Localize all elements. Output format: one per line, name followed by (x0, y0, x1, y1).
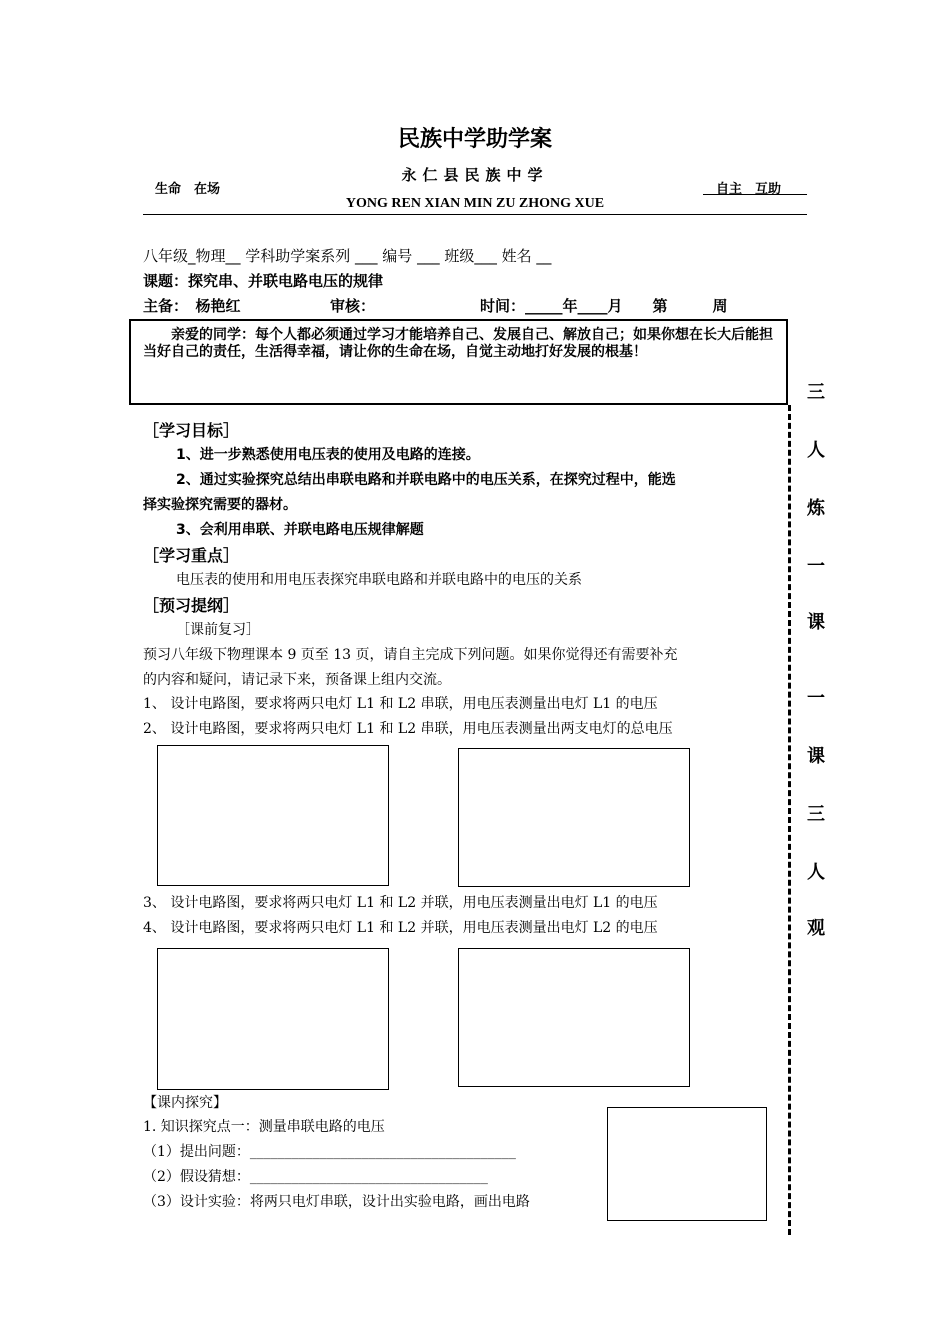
question-3: 3、 设计电路图，要求将两只电灯 L1 和 L2 并联，用电压表测量出电灯 L1 的电压 (143, 895, 658, 911)
side-char-10: 观 (807, 918, 825, 939)
drawing-box-4[interactable] (458, 948, 690, 1087)
question-4: 4、 设计电路图，要求将两只电灯 L1 和 L2 并联，用电压表测量出电灯 L2 的电压 (143, 920, 658, 936)
prepared-by: 主备： 杨艳红 (143, 297, 241, 315)
inclass-step-3: （3）设计实验：将两只电灯串联，设计出实验电路，画出电路 (143, 1194, 530, 1210)
side-dashed-divider (788, 405, 791, 1235)
intro-message: 亲爱的同学：每个人都必须通过学习才能培养自己、发展自己、解放自己；如果你想在长大后能担当好自己的责任，生活得幸福，请让你的生命在场，自觉主动地打好发展的根基！ (143, 327, 773, 360)
side-char-4: 一 (807, 556, 825, 577)
side-char-9: 人 (807, 862, 825, 883)
time-line: 时间：_____年____月 第 周 (480, 297, 728, 315)
preview-subheading: ［课前复习］ (176, 622, 260, 638)
goal-item-2: 2、通过实验探究总结出串联电路和并联电路中的电压关系，在探究过程中，能选 (176, 472, 676, 488)
preview-heading: ［预习提纲］ (143, 596, 240, 615)
class-info-line: 八年级_物理__ 学科助学案系列 ___ 编号 ___ 班级___ 姓名 __ (143, 247, 552, 265)
topic-line: 课题：探究串、并联电路电压的规律 (143, 272, 384, 290)
header-divider (143, 214, 807, 215)
drawing-box-1[interactable] (157, 745, 389, 886)
question-1: 1、 设计电路图，要求将两只电灯 L1 和 L2 串联，用电压表测量出电灯 L1 的电压 (143, 696, 658, 712)
page-title: 民族中学助学案 (397, 127, 552, 152)
school-name: 永仁县民族中学 (401, 166, 549, 184)
school-pinyin: YONG REN XIAN MIN ZU ZHONG XUE (345, 196, 605, 211)
inclass-heading: 【课内探究】 (143, 1095, 227, 1111)
side-char-2: 人 (807, 440, 825, 461)
drawing-box-2[interactable] (458, 748, 690, 887)
inclass-point-1: 1. 知识探究点一：测量串联电路的电压 (143, 1119, 385, 1135)
side-char-1: 三 (807, 382, 825, 403)
side-char-6: 一 (807, 688, 825, 709)
preview-intro-2: 的内容和疑问，请记录下来，预备课上组内交流。 (143, 672, 451, 688)
inclass-step-2: （2）假设猜想：__________________________________ (143, 1169, 488, 1185)
side-char-7: 课 (807, 746, 825, 767)
goal-item-3: 3、会利用串联、并联电路电压规律解题 (176, 522, 424, 538)
drawing-box-3[interactable] (157, 948, 389, 1090)
motto-left: 生命 在场 (155, 182, 221, 197)
reviewed-by: 审核： (330, 297, 376, 315)
inclass-step-1: （1）提出问题：______________________________________ (143, 1144, 516, 1160)
side-char-5: 课 (807, 612, 825, 633)
goal-item-2-cont: 择实验探究需要的器材。 (143, 497, 297, 513)
focus-text: 电压表的使用和用电压表探究串联电路和并联电路中的电压的关系 (176, 572, 582, 588)
preview-intro-1: 预习八年级下物理课本 9 页至 13 页，请自主完成下列问题。如果你觉得还有需要补充 (143, 647, 678, 663)
intro-message-box (129, 319, 788, 405)
question-2: 2、 设计电路图，要求将两只电灯 L1 和 L2 串联，用电压表测量出两支电灯的总电压 (143, 721, 673, 737)
focus-heading: ［学习重点］ (143, 546, 240, 565)
side-char-3: 炼 (807, 498, 825, 519)
side-char-8: 三 (807, 804, 825, 825)
goals-heading: ［学习目标］ (143, 421, 240, 440)
motto-right: 自主 互助 (703, 182, 808, 197)
goal-item-1: 1、进一步熟悉使用电压表的使用及电路的连接。 (176, 447, 480, 463)
drawing-box-5[interactable] (607, 1107, 767, 1221)
